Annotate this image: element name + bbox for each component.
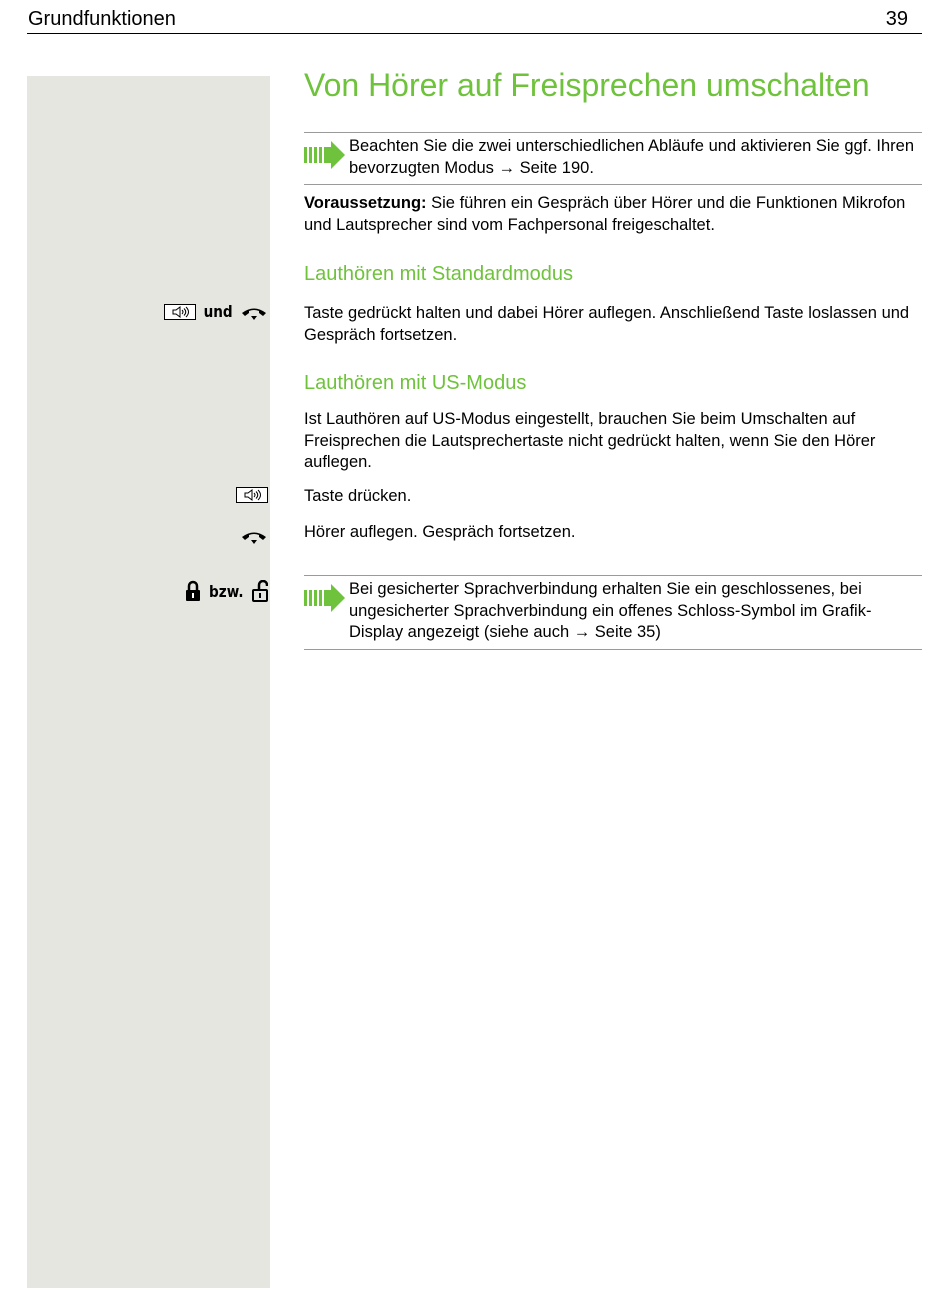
lock-open-icon bbox=[252, 580, 268, 602]
section-title: Grundfunktionen bbox=[28, 8, 176, 30]
side-label-handset bbox=[240, 528, 268, 544]
prerequisite-paragraph bbox=[304, 193, 924, 236]
side-connector-und: und bbox=[203, 302, 233, 321]
section1-text: Taste gedrückt halten und dabei Hörer auflegen. Anschließend Taste loslassen und Gespräch fortsetzen. bbox=[304, 304, 910, 344]
page-title: Von Hörer auf Freisprechen umschalten bbox=[304, 67, 870, 103]
note-security-text: Bei gesicherter Sprachverbindung erhalten Sie ein geschlossenes, bei ungesicherter Sprachverbindung ein offenes Schloss-Symbol im Grafik-Display angezeigt (siehe auch → Seite 35) bbox=[349, 580, 872, 641]
side-label-speaker-and-handset bbox=[164, 302, 268, 321]
page-number: 39 bbox=[885, 8, 908, 30]
step-press-key: Taste drücken. bbox=[304, 487, 412, 505]
note-box-security bbox=[304, 575, 922, 650]
sidebar-column bbox=[27, 76, 270, 1288]
speaker-key-icon bbox=[236, 487, 268, 503]
section-heading-us: Lauthören mit US-Modus bbox=[304, 372, 527, 394]
header-divider bbox=[27, 33, 922, 34]
section2-intro: Ist Lauthören auf US-Modus eingestellt, brauchen Sie beim Umschalten auf Freisprechen die Lautsprechertaste nicht gedrückt halten, wenn Sie den Hörer auflegen. bbox=[304, 410, 876, 471]
side-connector-bzw: bzw. bbox=[209, 581, 244, 601]
note-text: Beachten Sie die zwei unterschiedlichen Abläufe und aktivieren Sie ggf. Ihren bevorzugten Modus → Seite 190. bbox=[349, 137, 915, 177]
prerequisite-text: Sie führen ein Gespräch über Hörer und die Funktionen Mikrofon und Lautsprecher sind vom Fachpersonal freigeschaltet. bbox=[304, 194, 906, 234]
step-hang-up: Hörer auflegen. Gespräch fortsetzen. bbox=[304, 523, 576, 541]
section-heading-standard: Lauthören mit Standardmodus bbox=[304, 263, 574, 285]
note-box bbox=[304, 132, 922, 185]
handset-hang-up-icon bbox=[240, 304, 268, 320]
arrow-right-icon bbox=[304, 141, 346, 169]
arrow-right-icon bbox=[304, 584, 346, 612]
handset-hang-up-icon bbox=[240, 528, 268, 544]
lock-closed-icon bbox=[185, 580, 201, 602]
speaker-key-icon bbox=[164, 304, 196, 320]
prerequisite-label: Voraussetzung: bbox=[304, 194, 427, 212]
side-label-locks bbox=[185, 580, 268, 602]
side-label-speaker bbox=[236, 487, 268, 503]
